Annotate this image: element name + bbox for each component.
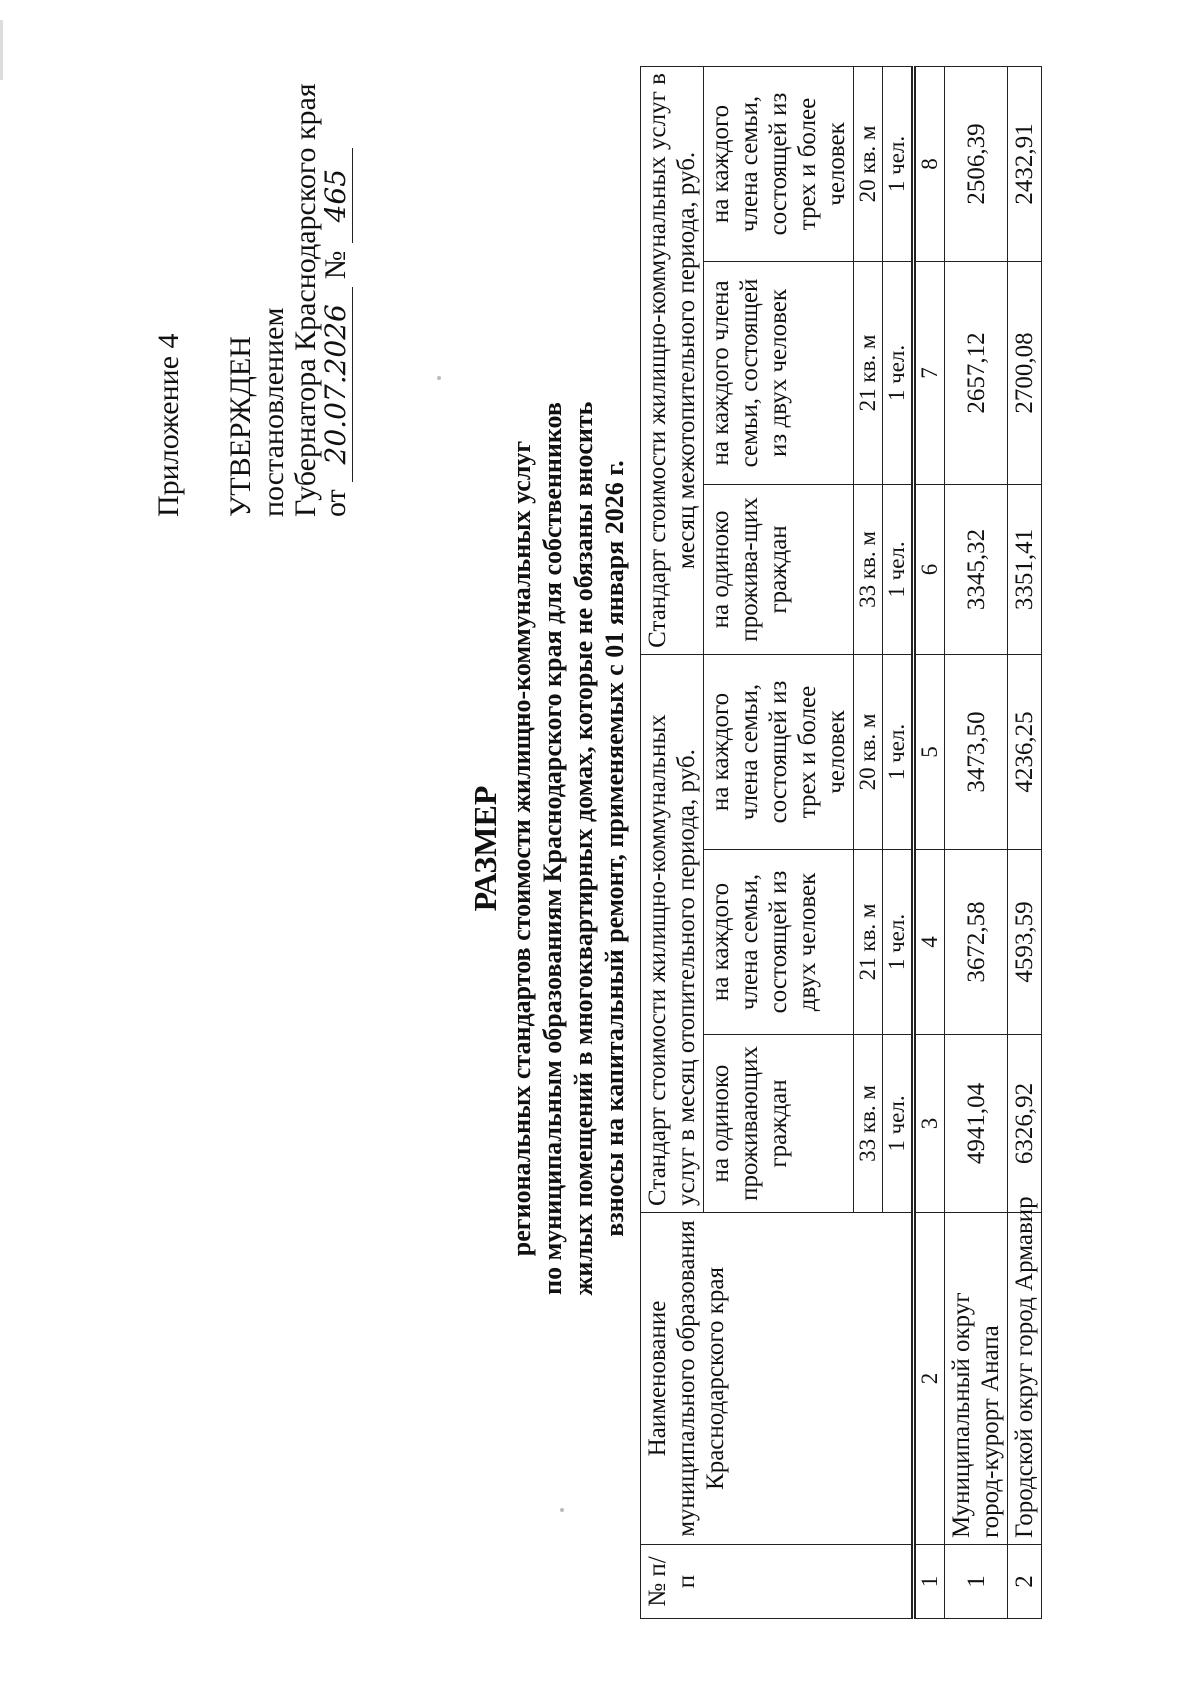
col-name-header: Наименование муниципального образования Краснодарского края (641, 1213, 914, 1545)
sub-two-header: на каждого члена семьи, состоящей из двух человек (704, 850, 854, 1035)
area-cell: 21 кв. м (854, 261, 883, 484)
persons-cell: 1 чел. (883, 654, 914, 849)
persons-cell: 1 чел. (883, 66, 914, 261)
document-title-line2: по муниципальным образованиям Краснодарского края для собственников (538, 402, 567, 1295)
sub-three-header: на каждого члена семьи, состоящей из трех и более человек (704, 654, 854, 849)
municipality-name: Городской округ город Армавир (1008, 1213, 1042, 1545)
approved-line1: постановлением (257, 307, 290, 517)
approval-date-line (320, 148, 353, 517)
area-cell: 20 кв. м (854, 66, 883, 261)
standards-table (640, 66, 1042, 1619)
interheating-group-header: Стандарт стоимости жилищно-коммунальных услуг в месяц межотопительного периода, руб. (641, 66, 704, 654)
column-number-cell: 7 (914, 261, 945, 484)
value-cell: 4941,04 (945, 1035, 1008, 1213)
table-header-row (641, 66, 704, 1618)
handwritten-date: 20.07.2026 (320, 287, 353, 482)
value-cell: 2432,91 (1008, 66, 1042, 261)
document-title-line1: региональных стандартов стоимости жилищно-коммунальных услуг (507, 440, 536, 1257)
persons-cell: 1 чел. (883, 484, 914, 654)
column-number-cell: 5 (914, 654, 945, 849)
sub-two-header-b: на каждого члена семьи, состоящей из двух человек (704, 261, 854, 484)
document-heading: РАЗМЕР (467, 785, 503, 912)
column-number-cell: 8 (914, 66, 945, 261)
value-cell: 3672,58 (945, 850, 1008, 1035)
number-label: № (319, 250, 352, 280)
row-number: 2 (1008, 1545, 1042, 1619)
column-number-cell: 2 (914, 1213, 945, 1545)
document-title-line4: взносы на капитальный ремонт, применяемых с 01 января 2026 г. (600, 460, 629, 1237)
value-cell: 4593,59 (1008, 850, 1042, 1035)
area-cell: 20 кв. м (854, 654, 883, 849)
appendix-label: Приложение 4 (152, 333, 185, 517)
area-cell: 33 кв. м (854, 1035, 883, 1213)
column-number-cell: 4 (914, 850, 945, 1035)
column-number-cell: 3 (914, 1035, 945, 1213)
approved-title: УТВЕРЖДЕН (224, 336, 257, 517)
col-num-header: № п/п (641, 1545, 914, 1619)
heating-group-header: Стандарт стоимости жилищно-коммунальных услуг в месяц отопительного периода, руб. (641, 654, 704, 1212)
value-cell: 2657,12 (945, 261, 1008, 484)
column-number-row (914, 66, 945, 1618)
approved-line2: Губернатора Краснодарского края (289, 83, 322, 517)
row-number: 1 (945, 1545, 1008, 1619)
from-label: от (319, 489, 352, 517)
value-cell: 2506,39 (945, 66, 1008, 261)
column-number-cell: 1 (914, 1545, 945, 1619)
persons-cell: 1 чел. (883, 261, 914, 484)
sub-single-header-b: на одиноко прожива-щих граждан (704, 484, 854, 654)
table-row (1008, 66, 1042, 1618)
value-cell: 4236,25 (1008, 654, 1042, 849)
value-cell: 2700,08 (1008, 261, 1042, 484)
sub-three-header-b: на каждого члена семьи, состоящей из трех и более человек (704, 66, 854, 261)
area-cell: 21 кв. м (854, 850, 883, 1035)
value-cell: 3351,41 (1008, 484, 1042, 654)
area-cell: 33 кв. м (854, 484, 883, 654)
sub-single-header: на одиноко проживающих граждан (704, 1035, 854, 1213)
column-number-cell: 6 (914, 484, 945, 654)
persons-cell: 1 чел. (883, 1035, 914, 1213)
persons-cell: 1 чел. (883, 850, 914, 1035)
value-cell: 6326,92 (1008, 1035, 1042, 1213)
handwritten-number: 465 (320, 148, 353, 243)
table-row (945, 66, 1008, 1618)
document-title-line3: жилых помещений в многоквартирных домах, которые не обязаны вносить (569, 401, 598, 1296)
municipality-name: Муниципальный округ город-курорт Анапа (945, 1213, 1008, 1545)
value-cell: 3345,32 (945, 484, 1008, 654)
value-cell: 3473,50 (945, 654, 1008, 849)
